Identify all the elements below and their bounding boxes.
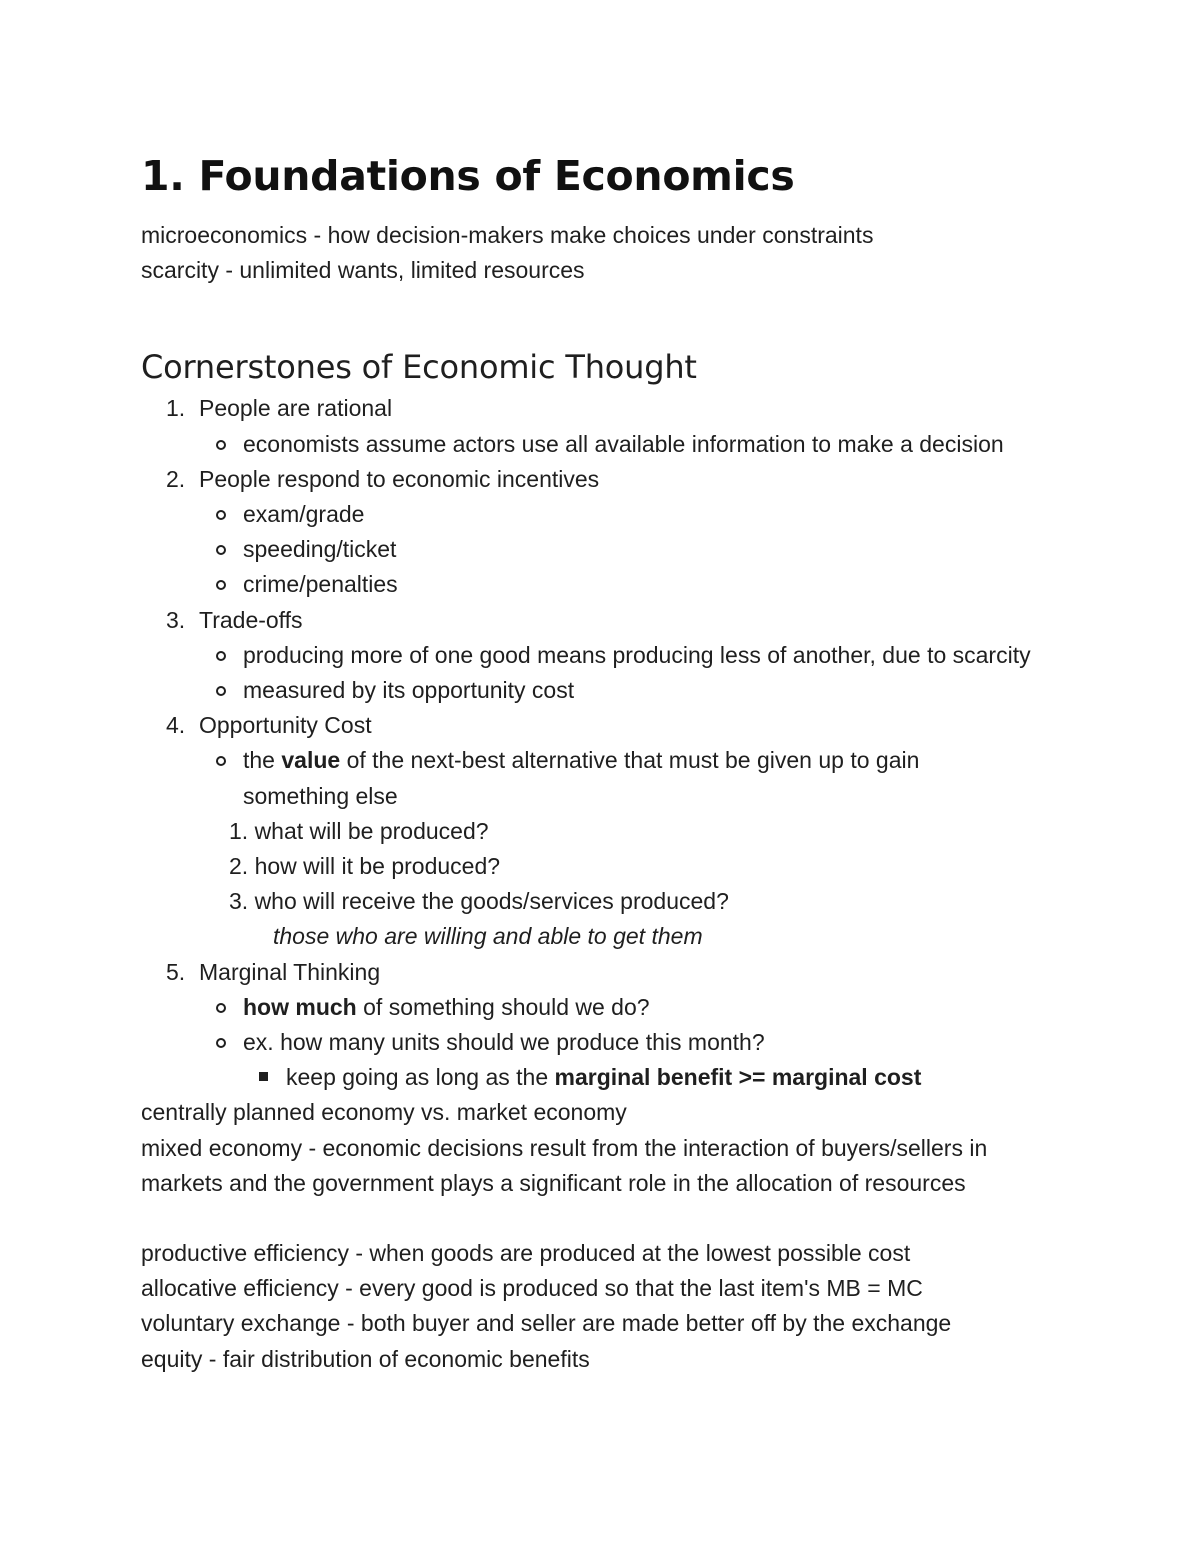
bullet-item: measured by its opportunity cost: [141, 673, 1101, 708]
page-title: 1. Foundations of Economics: [141, 152, 795, 200]
bold-term: value: [281, 747, 341, 774]
bullet-item: economists assume actors use all available information to make a decision: [141, 427, 1101, 462]
list-item-label: People are rational: [199, 395, 393, 422]
list-item-label: Opportunity Cost: [199, 712, 372, 739]
definition-line: productive efficiency - when goods are produced at the lowest possible cost: [141, 1240, 911, 1267]
hollow-bullet-icon: [216, 510, 226, 520]
list-number: 2.: [166, 465, 186, 492]
intro-line: scarcity - unlimited wants, limited resources: [141, 257, 585, 284]
bold-term: marginal benefit >= marginal cost: [554, 1064, 922, 1091]
hollow-bullet-icon: [216, 756, 226, 766]
hollow-bullet-icon: [216, 651, 226, 661]
list-item-label: Marginal Thinking: [199, 958, 381, 985]
bullet-item: the value of the next-best alternative that must be given up to gain something else: [141, 743, 1003, 813]
list-item: [141, 955, 1101, 990]
definition-line: allocative efficiency - every good is produced so that the last item's MB = MC: [141, 1275, 923, 1302]
square-bullet-icon: [259, 1072, 268, 1081]
sub-question: 1. what will be produced?: [229, 817, 489, 844]
list-number: 3.: [166, 606, 186, 633]
intro-line: microeconomics - how decision-makers make choices under constraints: [141, 222, 874, 248]
sub-question: 3. who will receive the goods/services produced?: [229, 888, 729, 915]
list-item: [141, 603, 1101, 638]
list-item-label: Trade-offs: [199, 606, 303, 633]
list-item: [141, 462, 1101, 497]
section-heading: Cornerstones of Economic Thought: [141, 348, 697, 387]
sub-question: 2. how will it be produced?: [229, 853, 501, 880]
definition-line: voluntary exchange - both buyer and seller are made better off by the exchange: [141, 1310, 952, 1337]
hollow-bullet-icon: [216, 545, 226, 555]
list-number: 1.: [166, 395, 186, 422]
bullet-item: how much of something should we do?: [141, 990, 1101, 1025]
paragraph-line: mixed economy - economic decisions result from the interaction of buyers/sellers in: [141, 1134, 988, 1161]
list-item-label: People respond to economic incentives: [199, 465, 600, 492]
list-item: [141, 708, 1101, 743]
list-number: 4.: [166, 712, 186, 739]
bullet-item: exam/grade: [141, 497, 1101, 532]
bullet-item: crime/penalties: [141, 567, 1101, 602]
list-number: 5.: [166, 958, 186, 985]
italic-note: those who are willing and able to get them: [273, 923, 703, 950]
bold-term: how much: [243, 993, 357, 1020]
hollow-bullet-icon: [216, 580, 226, 590]
hollow-bullet-icon: [216, 1003, 226, 1013]
list-item: [141, 391, 1101, 426]
document-page: [141, 146, 1101, 1377]
definition-line: equity - fair distribution of economic benefits: [141, 1345, 590, 1372]
hollow-bullet-icon: [216, 686, 226, 696]
hollow-bullet-icon: [216, 440, 226, 450]
bullet-item: producing more of one good means producing less of another, due to scarcity: [141, 638, 1101, 673]
bullet-item: speeding/ticket: [141, 532, 1101, 567]
paragraph-line: centrally planned economy vs. market economy: [141, 1099, 627, 1126]
hollow-bullet-icon: [216, 1038, 226, 1048]
bullet-item: ex. how many units should we produce this month?: [141, 1025, 1101, 1060]
paragraph-line: markets and the government plays a significant role in the allocation of resources: [141, 1169, 966, 1196]
square-bullet-item: keep going as long as the marginal benefit >= marginal cost: [141, 1060, 1101, 1095]
